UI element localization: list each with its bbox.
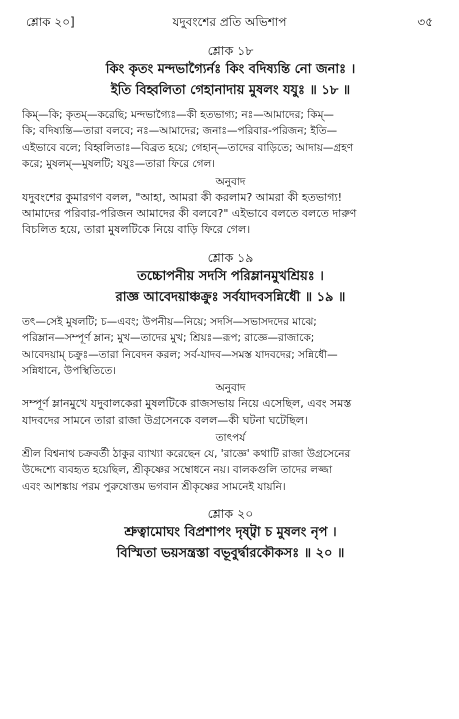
purport-line: উদ্দেশ্যে ব্যবহৃত হয়েছিল, শ্রীকৃষ্ণের সম্বোধনে নয়। বালকগুলি তাদের লজ্জা: [22, 464, 333, 477]
synonyms-line: সন্নিধানে, উপস্থিতিতে।: [22, 364, 117, 377]
verse-heading: শ্লোক ১৮: [207, 43, 254, 58]
synonyms-line: এইভাবে বলে; বিহ্বলিতাঃ—বিব্রত হয়ে; গেহান্—তাদের বাড়িতে; আদায়—গ্রহণ: [22, 141, 354, 154]
translation-line: যদুবংশের কুমারগণ বলল, "আহা, আমরা কী করলাম? আমরা কী হতভাগ্য!: [22, 190, 343, 204]
translation-heading: অনুবাদ: [215, 175, 246, 188]
sanskrit-verse-line: ইতি বিহ্বলিতা গেহানাদায় মুষলং যযুঃ ॥ ১৮ ॥: [110, 83, 351, 98]
synonyms-line: পরিম্লান—সম্পূর্ণ ম্লান; মুখ—তাদের মুখ; শ্রিয়ঃ—রূপ; রাজ্ঞে—রাজাকে;: [22, 332, 315, 345]
purport-heading: তাৎপর্য: [215, 432, 246, 445]
synonyms-line: কিম্—কি; কৃতম্—করেছি; মন্দভাগ্যৈঃ—কী হতভাগ্য; নঃ—আমাদের; কিম্—: [22, 109, 334, 121]
verse-section-19: [22, 249, 439, 496]
header-verse-ref: শ্লোক ২০]: [26, 15, 75, 29]
verse-heading: শ্লোক ২০: [207, 506, 254, 522]
translation-line: আমাদের পরিবার-পরিজন আমাদের কী বলবে?" এইভাবে বলতে বলতে দারুণ: [22, 206, 357, 220]
sanskrit-verse-line: রাজ্ঞ আবেদয়াঞ্চক্রুঃ সর্বযাদবসন্নিধৌ ॥ ১৯ ॥: [115, 289, 346, 305]
purport-line: এবং আশঙ্কায় পরম পুরুষোত্তম ভগবান শ্রীকৃষ্ণের সামনেই যায়নি।: [22, 480, 286, 493]
translation-line: যাদবদের সামনে তারা রাজা উগ্রসেনকে বলল—কী ঘটনা ঘটেছিল।: [22, 413, 308, 427]
header-chapter-title: যদুবংশের প্রতি অভিশাপ: [172, 15, 287, 29]
synonyms-line: কি; বদিষ্যন্তি—তারা বলবে; নঃ—আমাদের; জনাঃ—পরিবার-পরিজন; ইতি—: [22, 125, 338, 138]
synonyms-line: তৎ—সেই মুষলটি; চ—এবং; উপনীয়—নিয়ে; সদসি—সভাসদদের মাঝে;: [22, 315, 317, 328]
translation-heading: অনুবাদ: [215, 382, 246, 395]
page-body: [22, 42, 439, 564]
purport-line: শ্রীল বিশ্বনাথ চক্রবর্তী ঠাকুর ব্যাখ্যা করেছেন যে, 'রাজ্ঞে' কথাটি রাজা উগ্রসেনের: [22, 448, 351, 461]
translation-line: বিচলিত হয়ে, তারা মুষলটিকে নিয়ে বাড়ি ফিরে গেল।: [22, 223, 251, 237]
sanskrit-verse-line: কিং কৃতং মন্দভাগ্যৈর্নঃ কিং বদিষ্যন্তি নো জনাঃ ।: [105, 62, 356, 77]
sanskrit-verse-line: শ্রুত্বামোঘং বিপ্রশাপং দৃষ্ট্বা চ মুষলং নৃপ ।: [124, 525, 337, 541]
verse-section-20: [22, 505, 439, 564]
verse-heading: শ্লোক ১৯: [207, 249, 254, 265]
sanskrit-verse-line: তচ্চোপনীয় সদসি পরিম্লানমুখশ্রিয়ঃ ।: [137, 268, 324, 284]
synonyms-line: করে; মুষলম্—মুষলটি; যযুঃ—তারা ফিরে গেল।: [22, 158, 216, 171]
sanskrit-verse-line: বিস্মিতা ভয়সন্ত্রস্তা বভূবুর্দ্বারকৌকসঃ ॥ ২০ ॥: [116, 546, 345, 562]
synonyms-line: আবেদয়াম্ চক্রুঃ—তারা নিবেদন করল; সর্ব-যাদব—সমস্ত যাদবদের; সন্নিধৌ—: [22, 348, 338, 361]
verse-section-18: [22, 42, 439, 239]
translation-line: সম্পূর্ণ ম্লানমুখে যদুবালকেরা মুষলটিকে রাজসভায় নিয়ে এসেছিল, এবং সমস্ত: [22, 397, 352, 411]
page-number: ৩৫: [417, 15, 433, 29]
